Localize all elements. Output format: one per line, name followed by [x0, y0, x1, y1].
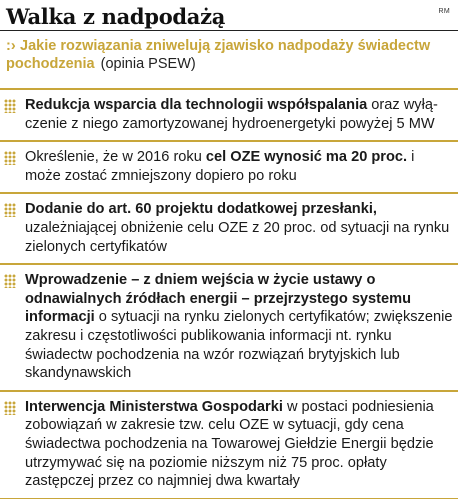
page-title: Walka z nadpodażą	[6, 4, 226, 29]
list-item	[0, 192, 458, 263]
subtitle	[6, 37, 446, 73]
dot-grid-icon	[4, 151, 16, 165]
dot-grid-icon	[4, 401, 16, 415]
item-bold-text: cel OZE wynosić ma 20 proc.	[205, 149, 408, 166]
item-text: o sytuacji na rynku zielonych certyfikatów; zwiększenie zakresu i częstotliwości publikowania informacji nt. rynku świadectw pochodzenia na wzór rozwiązań brytyjskich lub skandynawskich	[25, 309, 453, 382]
item-bold-text: Wprowadzenie – z dniem wejścia w życie ustawy o odnawialnych źródłach energii – przejrzystego systemu informacji	[25, 272, 412, 326]
item-bold-text: Redukcja wsparcia dla technologii współspalania	[25, 97, 368, 113]
list-item	[0, 263, 458, 390]
item-text: i może zostać zmniejszony dopiero po roku	[25, 149, 415, 184]
author-credit: RM	[438, 8, 450, 15]
list-item	[0, 88, 458, 140]
list-item	[0, 390, 458, 498]
item-text: Określenie, że w 2016 roku	[25, 149, 206, 166]
subtitle-main: Jakie rozwiązania zniwelują zjawisko nadpodaży świadectw pochodzenia	[6, 38, 431, 72]
subtitle-note: (opinia PSEW)	[100, 56, 196, 72]
arrow-icon: :›	[6, 38, 16, 54]
item-bold-text: Dodanie do art. 60 projektu dodatkowej przesłanki,	[25, 201, 377, 218]
title-divider	[0, 30, 458, 31]
item-text: w postaci podniesienia zobowiązań w zakresie tzw. celu OZE w sytuacji, gdy cena świadectwa pochodzenia na Towarowej Giełdzie Energii będzie utrzymywać się na poziomie niższym niż 75 proc. opłaty zastępczej przez co najmniej dwa kwartały	[25, 398, 434, 490]
bottom-divider	[0, 498, 458, 499]
dot-grid-icon	[4, 99, 16, 113]
item-text: oraz wyłą-czenie z niego zamortyzowanej hydroenergetyki powyżej 5 MW	[25, 97, 438, 132]
dot-grid-icon	[4, 203, 16, 217]
item-bold-text: Interwencja Ministerstwa Gospodarki	[25, 398, 283, 415]
item-text: uzależniającej obniżenie celu OZE z 20 proc. od sytuacji na rynku zielonych certyfikatów	[25, 219, 450, 255]
dot-grid-icon	[4, 274, 16, 288]
proposal-list	[0, 88, 458, 499]
list-item	[0, 140, 458, 192]
